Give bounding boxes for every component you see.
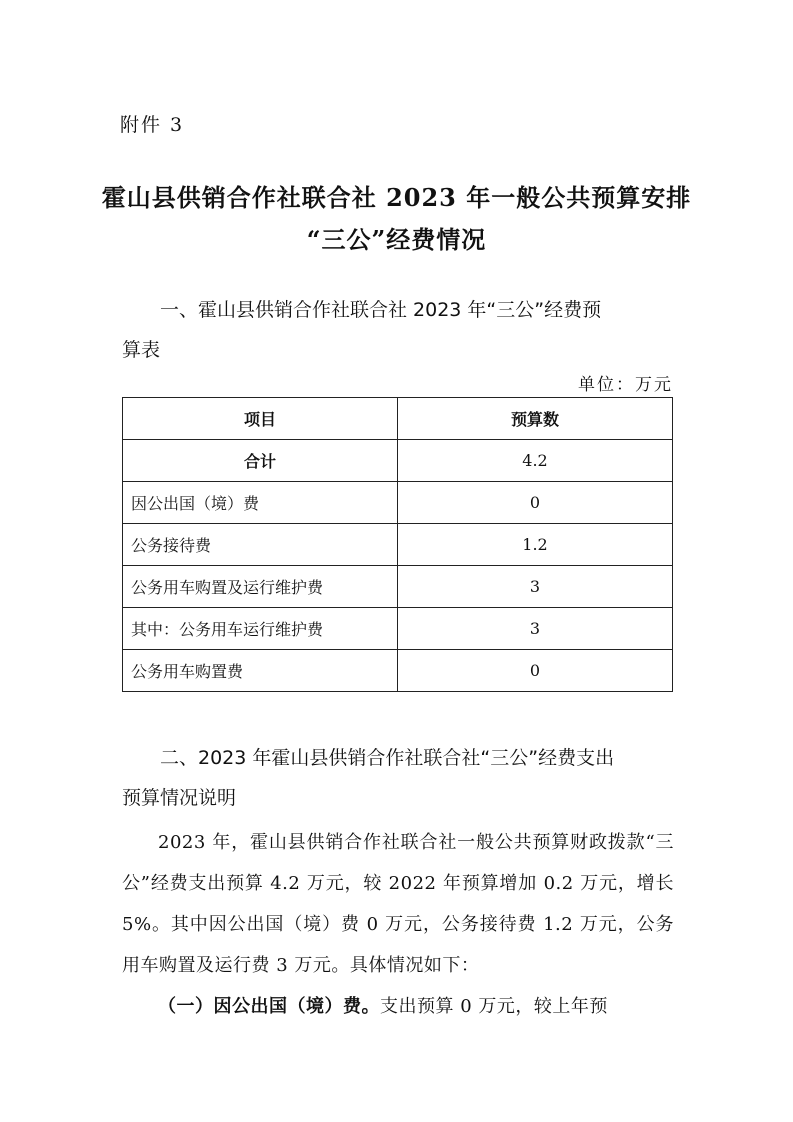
paragraph-travel <box>122 986 674 1027</box>
body-text <box>122 822 674 1027</box>
table-row <box>123 524 673 566</box>
document-title-line1: 霍山县供销合作社联合社 2023 年一般公共预算安排 <box>101 183 692 212</box>
section2-heading-line1: 二、2023 年霍山县供销合作社联合社“三公”经费支出 <box>160 747 615 769</box>
table-row <box>123 650 673 692</box>
table-row <box>123 566 673 608</box>
section1-heading <box>122 290 674 370</box>
row-value: 0 <box>398 482 673 524</box>
unit-label: 单位：万元 <box>578 375 673 395</box>
row-value: 3 <box>398 566 673 608</box>
section2-heading-line2: 预算情况说明 <box>122 787 237 809</box>
section1-heading-line2: 算表 <box>122 339 161 361</box>
row-value: 1.2 <box>398 524 673 566</box>
document-title-line2: “三公”经费情况 <box>306 225 487 254</box>
row-value: 4.2 <box>398 440 673 482</box>
row-item: 其中：公务用车运行维护费 <box>123 608 398 650</box>
paragraph-travel-text: 支出预算 0 万元，较上年预 <box>380 996 608 1017</box>
paragraph-travel-heading: （一）因公出国（境）费。 <box>158 996 380 1017</box>
row-item: 合计 <box>123 440 398 482</box>
row-item: 公务用车购置费 <box>123 650 398 692</box>
paragraph-summary: 2023 年，霍山县供销合作社联合社一般公共预算财政拨款“三公”经费支出预算 4.2 万元，较 2022 年预算增加 0.2 万元，增长 5%。其中因公出国（境）费 0 万元，公务接待费 1.2 万元，公务用车购置及运行费 3 万元。具体情况如下： <box>122 832 674 976</box>
row-item: 公务用车购置及运行维护费 <box>123 566 398 608</box>
header-value: 预算数 <box>398 398 673 440</box>
table-header-row <box>123 398 673 440</box>
attachment-label: 附件 3 <box>120 114 185 136</box>
budget-table <box>122 397 673 692</box>
row-value: 0 <box>398 650 673 692</box>
table-row-total <box>123 440 673 482</box>
table-row <box>123 482 673 524</box>
section2-heading <box>122 738 674 818</box>
row-item: 公务接待费 <box>123 524 398 566</box>
header-item: 项目 <box>123 398 398 440</box>
section1-heading-line1: 一、霍山县供销合作社联合社 2023 年“三公”经费预 <box>160 299 602 321</box>
row-item: 因公出国（境）费 <box>123 482 398 524</box>
table-row <box>123 608 673 650</box>
row-value: 3 <box>398 608 673 650</box>
